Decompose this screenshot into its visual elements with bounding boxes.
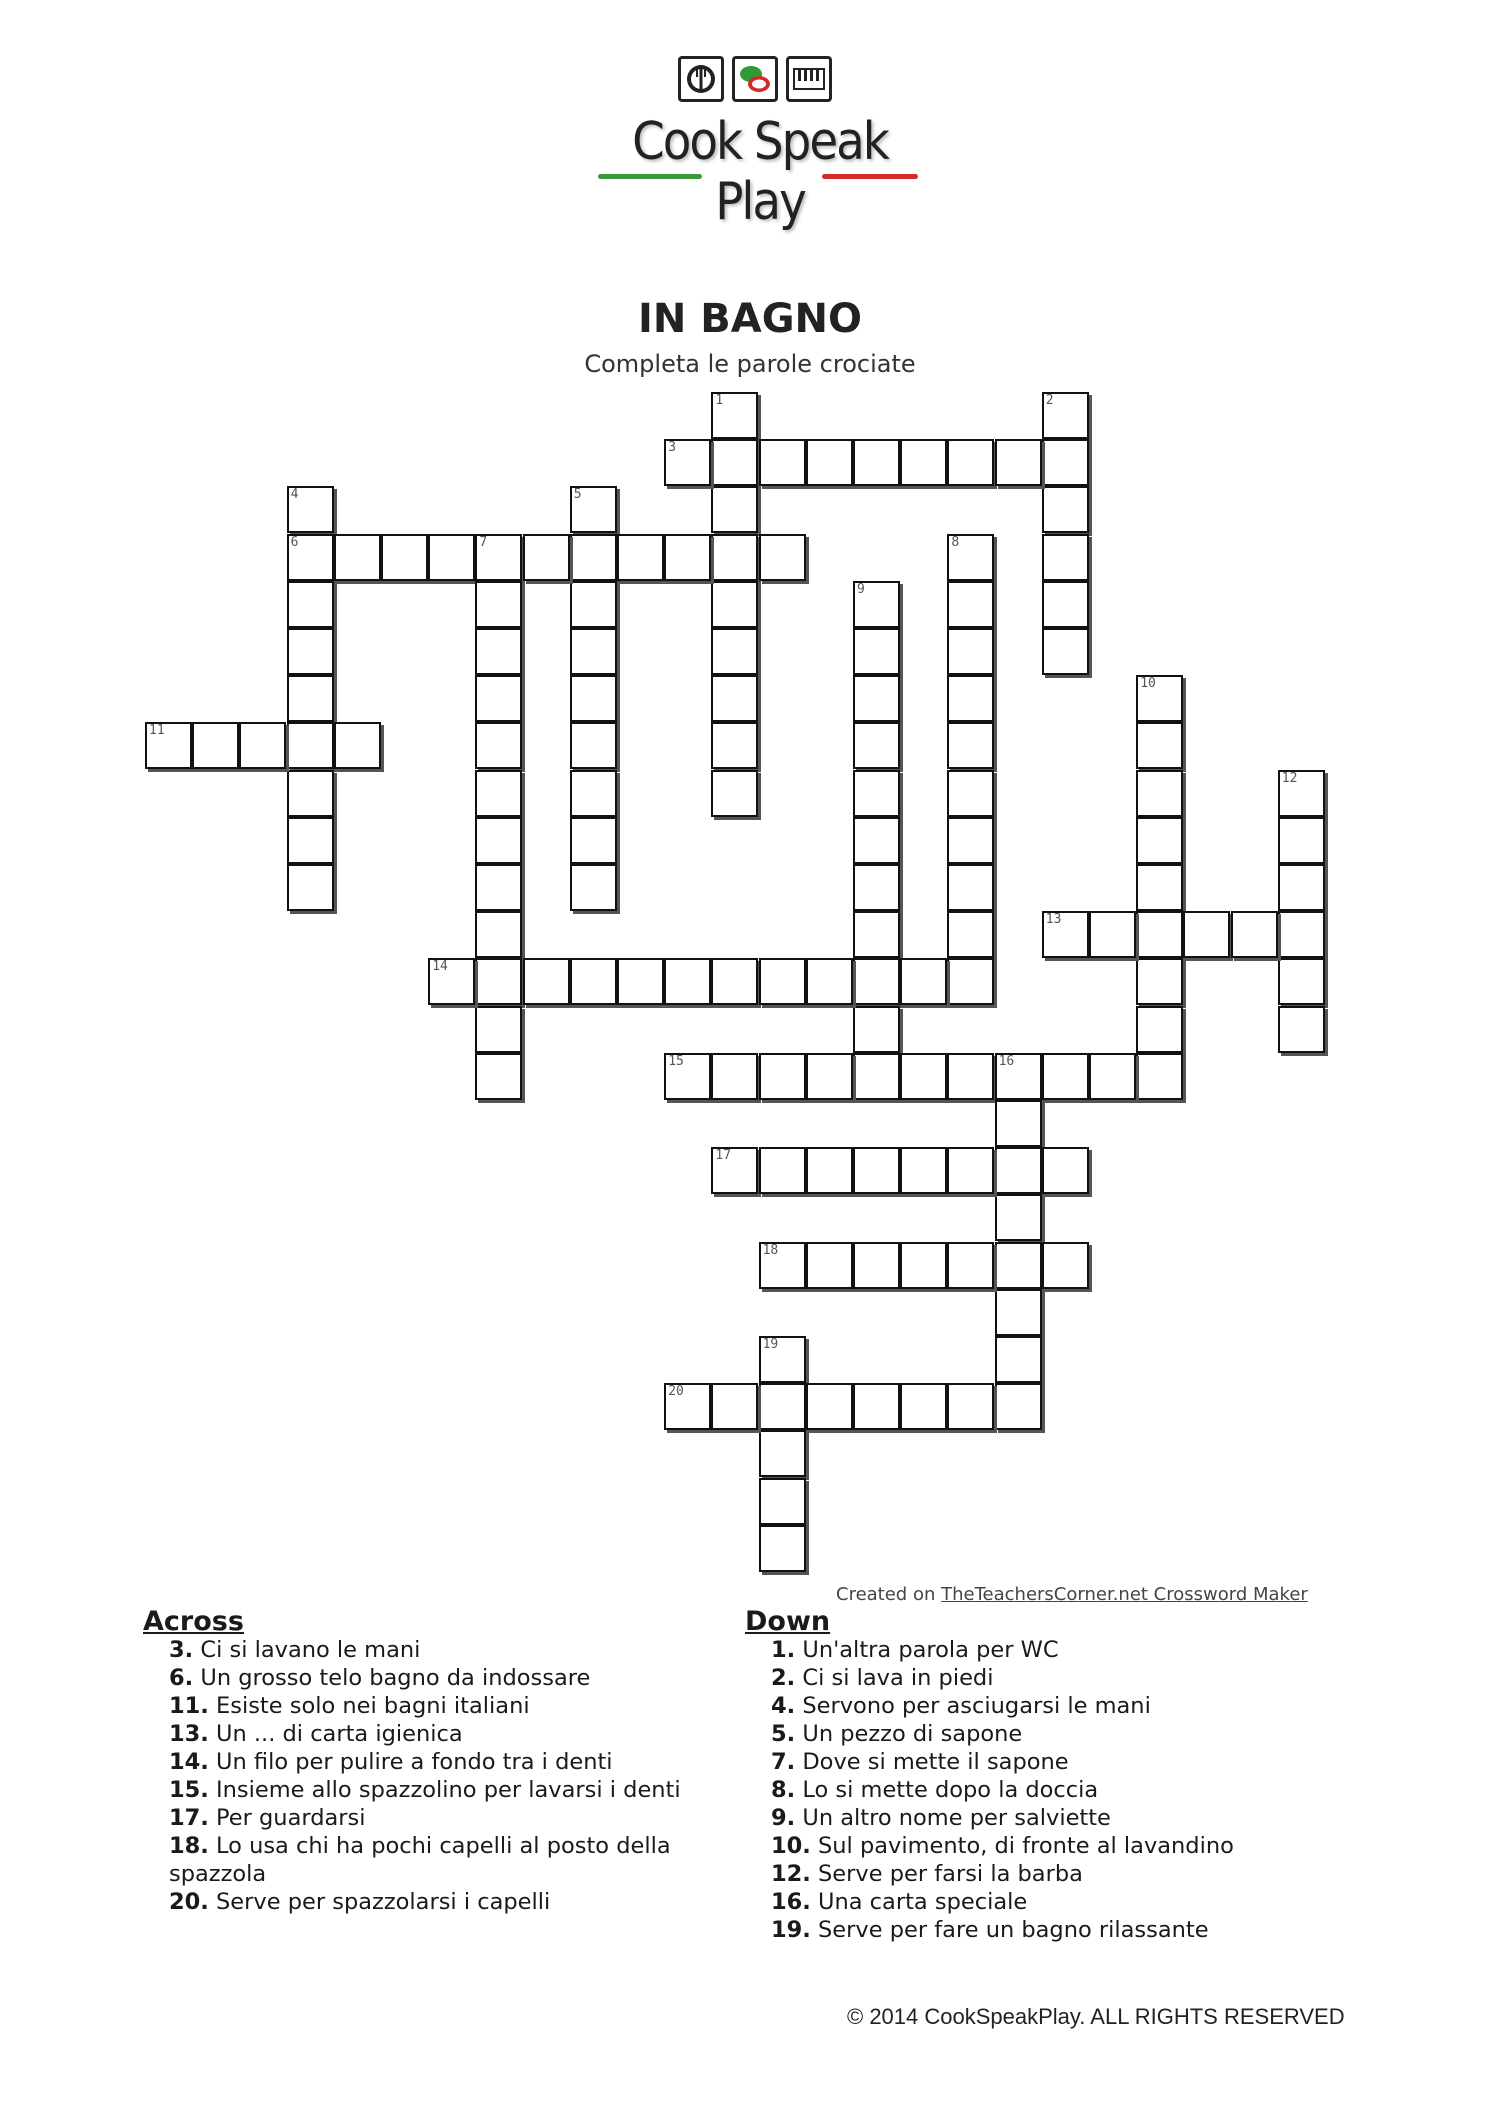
crossword-cell[interactable]	[995, 1383, 1042, 1430]
crossword-cell[interactable]	[900, 1053, 947, 1100]
across-heading: Across	[143, 1606, 244, 1637]
crossword-cell[interactable]	[664, 1383, 711, 1430]
logo-green-underline	[598, 174, 702, 179]
clue-text: Serve per fare un bagno rilassante	[818, 1917, 1209, 1943]
crossword-cell[interactable]	[806, 1053, 853, 1100]
crossword-cell[interactable]	[664, 958, 711, 1005]
crossword-cell[interactable]	[711, 439, 758, 486]
crossword-cell[interactable]	[759, 1430, 806, 1477]
crossword-cell[interactable]	[947, 958, 994, 1005]
crossword-cell[interactable]	[570, 958, 617, 1005]
speech-bubbles-icon	[732, 56, 778, 102]
clue-number: 18.	[169, 1833, 209, 1859]
crossword-cell[interactable]	[192, 722, 239, 769]
crossword-cell[interactable]	[995, 1147, 1042, 1194]
crossword-cell[interactable]	[711, 392, 758, 439]
crossword-cell[interactable]	[1136, 675, 1183, 722]
down-clue	[745, 1692, 1365, 1720]
clue-text: Esiste solo nei bagni italiani	[216, 1693, 530, 1719]
crossword-cell[interactable]	[759, 1525, 806, 1572]
clue-text: Servono per asciugarsi le mani	[802, 1693, 1151, 1719]
clue-number: 2.	[771, 1665, 796, 1691]
crossword-cell[interactable]	[947, 864, 994, 911]
crossword-cell[interactable]	[711, 722, 758, 769]
clue-text: Dove si mette il sapone	[802, 1749, 1069, 1775]
crossword-cell[interactable]	[664, 1053, 711, 1100]
across-clue	[143, 1720, 723, 1748]
crossword-cell[interactable]	[287, 770, 334, 817]
cell-number: 3	[668, 440, 677, 456]
cell-number: 9	[857, 581, 865, 597]
clue-number: 11.	[169, 1693, 209, 1719]
crossword-cell[interactable]	[523, 534, 570, 581]
crossword-cell[interactable]	[1089, 1053, 1136, 1100]
crossword-cell[interactable]	[759, 1336, 806, 1383]
crossword-cell[interactable]	[475, 675, 522, 722]
crossword-cell[interactable]	[570, 675, 617, 722]
crossword-cell[interactable]	[853, 817, 900, 864]
cell-number: 6	[290, 534, 299, 550]
clue-number: 15.	[169, 1777, 209, 1803]
crossword-cell[interactable]	[947, 770, 994, 817]
cell-number: 19	[762, 1337, 779, 1352]
crossword-cell[interactable]	[475, 534, 522, 581]
crossword-cell[interactable]	[853, 1053, 900, 1100]
crossword-cell[interactable]	[853, 439, 900, 486]
crossword-cell[interactable]	[475, 958, 522, 1005]
crossword-cell[interactable]	[1042, 628, 1089, 675]
crossword-cell[interactable]	[475, 864, 522, 911]
cell-number: 1	[715, 393, 724, 408]
crossword-cell[interactable]	[475, 722, 522, 769]
crossword-cell[interactable]	[570, 486, 617, 533]
clue-text: Un ... di carta igienica	[216, 1721, 463, 1747]
crossword-cell[interactable]	[523, 958, 570, 1005]
crossword-cell[interactable]	[853, 1006, 900, 1053]
clue-text: Sul pavimento, di fronte al lavandino	[818, 1833, 1234, 1859]
crossword-cell[interactable]	[239, 722, 286, 769]
crossword-cell[interactable]	[806, 1147, 853, 1194]
crossword-cell[interactable]	[664, 534, 711, 581]
cell-number: 4	[290, 487, 299, 503]
crossword-cell[interactable]	[900, 958, 947, 1005]
piano-keys-icon	[786, 56, 832, 102]
crossword-cell[interactable]	[1042, 486, 1089, 533]
crossword-cell[interactable]	[1136, 958, 1183, 1005]
fork-plate-icon	[678, 56, 724, 102]
clue-number: 6.	[169, 1665, 194, 1691]
clue-text: Serve per spazzolarsi i capelli	[216, 1889, 551, 1915]
clue-text: Insieme allo spazzolino per lavarsi i denti	[216, 1777, 681, 1803]
crossword-cell[interactable]	[995, 1053, 1042, 1100]
crossword-cell[interactable]	[759, 534, 806, 581]
crossword-cell[interactable]	[759, 1383, 806, 1430]
down-clue	[745, 1776, 1365, 1804]
crossword-cell[interactable]	[853, 1242, 900, 1289]
cell-number: 15	[668, 1053, 684, 1069]
crossword-cell[interactable]	[1042, 439, 1089, 486]
across-clue	[143, 1832, 723, 1860]
crossword-cell[interactable]	[711, 1147, 758, 1194]
down-clue	[745, 1748, 1365, 1776]
crossword-cell[interactable]	[1042, 392, 1089, 439]
crossword-cell[interactable]	[947, 581, 994, 628]
crossword-cell[interactable]	[900, 439, 947, 486]
clue-text: Serve per farsi la barba	[818, 1861, 1083, 1887]
crossword-cell[interactable]	[947, 1383, 994, 1430]
across-clue	[143, 1860, 723, 1888]
crossword-cell[interactable]	[1042, 581, 1089, 628]
across-clue	[143, 1636, 723, 1664]
cell-number: 18	[762, 1242, 779, 1258]
clue-number: 12.	[771, 1861, 811, 1887]
crossword-cell[interactable]	[1136, 770, 1183, 817]
across-clue	[143, 1664, 723, 1692]
crossword-cell[interactable]	[1231, 911, 1278, 958]
logo-red-underline	[822, 174, 918, 179]
clue-number: 17.	[169, 1805, 209, 1831]
clue-number: 3.	[169, 1637, 194, 1663]
crossword-cell[interactable]	[1278, 864, 1325, 911]
down-clue	[745, 1664, 1365, 1692]
crossword-cell[interactable]	[806, 958, 853, 1005]
crossword-cell[interactable]	[617, 958, 664, 1005]
crossword-cell[interactable]	[947, 534, 994, 581]
clue-number: 10.	[771, 1833, 811, 1859]
across-clue	[143, 1776, 723, 1804]
crossword-cell[interactable]	[711, 958, 758, 1005]
crossword-cell[interactable]	[287, 628, 334, 675]
crossword-cell[interactable]	[570, 770, 617, 817]
crossword-cell[interactable]	[428, 534, 475, 581]
crossword-cell[interactable]	[475, 1053, 522, 1100]
cell-number: 8	[951, 534, 960, 550]
cell-number: 2	[1045, 393, 1054, 408]
crossword-cell[interactable]	[287, 722, 334, 769]
crossword-cell[interactable]	[947, 1242, 994, 1289]
crossword-cell[interactable]	[1278, 958, 1325, 1005]
crossword-cell[interactable]	[853, 675, 900, 722]
crossword-cell[interactable]	[287, 864, 334, 911]
puzzle-subtitle: Completa le parole crociate	[584, 350, 916, 378]
cell-number: 7	[479, 534, 488, 550]
crossword-cell[interactable]	[806, 1383, 853, 1430]
crossword-cell[interactable]	[900, 1242, 947, 1289]
down-clue	[745, 1636, 1365, 1664]
crossword-cell[interactable]	[1278, 817, 1325, 864]
clue-text: Un altro nome per salviette	[802, 1805, 1111, 1831]
crossword-cell[interactable]	[947, 817, 994, 864]
clue-text: Ci si lava in piedi	[802, 1665, 994, 1691]
crossword-cell[interactable]	[1136, 1053, 1183, 1100]
clue-text: Un'altra parola per WC	[802, 1637, 1059, 1663]
clue-text: Una carta speciale	[818, 1889, 1028, 1915]
crossword-cell[interactable]	[853, 958, 900, 1005]
cell-number: 5	[573, 487, 582, 503]
crossword-cell[interactable]	[287, 534, 334, 581]
crossword-cell[interactable]	[711, 675, 758, 722]
crossword-cell[interactable]	[711, 1053, 758, 1100]
cell-number: 14	[432, 959, 448, 975]
cell-number: 17	[715, 1148, 732, 1164]
crossword-cell[interactable]	[1042, 1053, 1089, 1100]
crossword-cell[interactable]	[947, 722, 994, 769]
cell-number: 13	[1045, 912, 1062, 928]
crossword-cell[interactable]	[853, 864, 900, 911]
crossword-cell[interactable]	[287, 486, 334, 533]
crossword-cell[interactable]	[1136, 1006, 1183, 1053]
clue-text: Un filo per pulire a fondo tra i denti	[216, 1749, 613, 1775]
across-clue-list	[143, 1636, 723, 1916]
crossword-cell[interactable]	[806, 1242, 853, 1289]
crossword-cell[interactable]	[570, 722, 617, 769]
crossword-cell[interactable]	[759, 958, 806, 1005]
crossword-cell[interactable]	[475, 628, 522, 675]
crossword-cell[interactable]	[947, 1147, 994, 1194]
crossword-cell[interactable]	[995, 1242, 1042, 1289]
down-clue	[745, 1916, 1365, 1944]
crossword-cell[interactable]	[1278, 911, 1325, 958]
crossword-cell[interactable]	[806, 439, 853, 486]
crossword-cell[interactable]	[995, 439, 1042, 486]
crossword-cell[interactable]	[853, 1147, 900, 1194]
crossword-cell[interactable]	[1042, 1147, 1089, 1194]
crossword-cell[interactable]	[475, 770, 522, 817]
crossword-cell[interactable]	[853, 770, 900, 817]
crossword-cell[interactable]	[711, 628, 758, 675]
crossword-cell[interactable]	[145, 722, 192, 769]
across-clue	[143, 1748, 723, 1776]
crossword-cell[interactable]	[947, 628, 994, 675]
crossword-cell[interactable]	[1042, 534, 1089, 581]
across-clue	[143, 1888, 723, 1916]
crossword-cell[interactable]	[759, 439, 806, 486]
crossword-cell[interactable]	[711, 534, 758, 581]
logo-brand-text: Cook Speak Play	[632, 112, 888, 232]
crossword-cell[interactable]	[475, 817, 522, 864]
crossword-cell[interactable]	[947, 675, 994, 722]
clue-number: 14.	[169, 1749, 209, 1775]
down-clue	[745, 1804, 1365, 1832]
crossword-cell[interactable]	[995, 1194, 1042, 1241]
crossword-cell[interactable]	[334, 534, 381, 581]
puzzle-title: IN BAGNO	[637, 296, 863, 342]
clue-number: 1.	[771, 1637, 796, 1663]
crossword-cell[interactable]	[428, 958, 475, 1005]
cell-number: 12	[1281, 770, 1298, 786]
cell-number: 16	[998, 1053, 1015, 1069]
clue-text: Un grosso telo bagno da indossare	[200, 1665, 591, 1691]
crossword-cell[interactable]	[1136, 911, 1183, 958]
credit-prefix: Created on	[836, 1584, 936, 1605]
clue-number: 20.	[169, 1889, 209, 1915]
crossword-cell[interactable]	[475, 581, 522, 628]
crossword-cell[interactable]	[1042, 1242, 1089, 1289]
crossword-cell[interactable]	[381, 534, 428, 581]
crossword-cell[interactable]	[1278, 1006, 1325, 1053]
clue-text: Lo usa chi ha pochi capelli al posto della	[216, 1833, 671, 1859]
crossword-cell[interactable]	[759, 1147, 806, 1194]
down-clue	[745, 1888, 1365, 1916]
clue-text: spazzola	[169, 1861, 267, 1887]
crossword-cell[interactable]	[759, 1053, 806, 1100]
down-heading: Down	[745, 1606, 831, 1637]
crossword-cell[interactable]	[711, 770, 758, 817]
crossword-cell[interactable]	[759, 1478, 806, 1525]
crossword-cell[interactable]	[853, 628, 900, 675]
crossword-cell[interactable]	[334, 722, 381, 769]
crossword-cell[interactable]	[617, 534, 664, 581]
clue-number: 5.	[771, 1721, 796, 1747]
clue-number: 7.	[771, 1749, 796, 1775]
clue-number: 4.	[771, 1693, 796, 1719]
crossword-cell[interactable]	[287, 817, 334, 864]
down-clue	[745, 1860, 1365, 1888]
crossword-cell[interactable]	[1042, 911, 1089, 958]
crossword-cell[interactable]	[853, 722, 900, 769]
down-clue	[745, 1720, 1365, 1748]
crossword-cell[interactable]	[1136, 817, 1183, 864]
crossword-cell[interactable]	[1136, 864, 1183, 911]
clue-number: 19.	[771, 1917, 811, 1943]
crossword-cell[interactable]	[570, 581, 617, 628]
crossword-cell[interactable]	[711, 486, 758, 533]
clue-number: 16.	[771, 1889, 811, 1915]
crossword-cell[interactable]	[1278, 770, 1325, 817]
down-clue-list	[745, 1636, 1365, 1944]
credit-line	[836, 1584, 1308, 1605]
cell-number: 20	[668, 1384, 684, 1400]
clue-text: Ci si lavano le mani	[200, 1637, 421, 1663]
crossword-cell[interactable]	[287, 675, 334, 722]
clue-text: Lo si mette dopo la doccia	[802, 1777, 1099, 1803]
crossword-cell[interactable]	[1136, 722, 1183, 769]
down-clues	[745, 1608, 1365, 1944]
crossword-cell[interactable]	[759, 1242, 806, 1289]
cell-number: 11	[149, 723, 165, 739]
crossword-cell[interactable]	[853, 911, 900, 958]
crossword-cell[interactable]	[570, 534, 617, 581]
crossword-cell[interactable]	[853, 1383, 900, 1430]
copyright-notice: © 2014 CookSpeakPlay. ALL RIGHTS RESERVED	[847, 2004, 1345, 2029]
crossword-cell[interactable]	[1089, 911, 1136, 958]
crossword-cell[interactable]	[475, 911, 522, 958]
across-clue	[143, 1804, 723, 1832]
clue-number: 9.	[771, 1805, 796, 1831]
crossword-cell[interactable]	[995, 1100, 1042, 1147]
crossword-cell[interactable]	[947, 911, 994, 958]
clue-text: Per guardarsi	[216, 1805, 366, 1831]
crossword-cell[interactable]	[995, 1336, 1042, 1383]
crossword-cell[interactable]	[900, 1383, 947, 1430]
clue-number: 13.	[169, 1721, 209, 1747]
cook-speak-play-logo	[590, 52, 930, 232]
crossword-cell[interactable]	[711, 1383, 758, 1430]
crossword-cell[interactable]	[570, 628, 617, 675]
crossword-cell[interactable]	[287, 581, 334, 628]
down-clue	[745, 1832, 1365, 1860]
crossword-cell[interactable]	[947, 1053, 994, 1100]
crossword-cell[interactable]	[1183, 911, 1230, 958]
crossword-cell[interactable]	[711, 581, 758, 628]
crossword-cell[interactable]	[570, 817, 617, 864]
cell-number: 10	[1140, 676, 1156, 692]
across-clues	[143, 1608, 723, 1916]
logo-icons	[678, 56, 832, 102]
crossword-cell[interactable]	[995, 1289, 1042, 1336]
across-clue	[143, 1692, 723, 1720]
credit-link[interactable]: TheTeachersCorner.net Crossword Maker	[941, 1584, 1308, 1605]
crossword-cell[interactable]	[570, 864, 617, 911]
crossword-cell[interactable]	[900, 1147, 947, 1194]
clue-number: 8.	[771, 1777, 796, 1803]
crossword-cell[interactable]	[664, 439, 711, 486]
crossword-cell[interactable]	[475, 1006, 522, 1053]
clue-text: Un pezzo di sapone	[802, 1721, 1023, 1747]
crossword-cell[interactable]	[947, 439, 994, 486]
crossword-cell[interactable]	[853, 581, 900, 628]
